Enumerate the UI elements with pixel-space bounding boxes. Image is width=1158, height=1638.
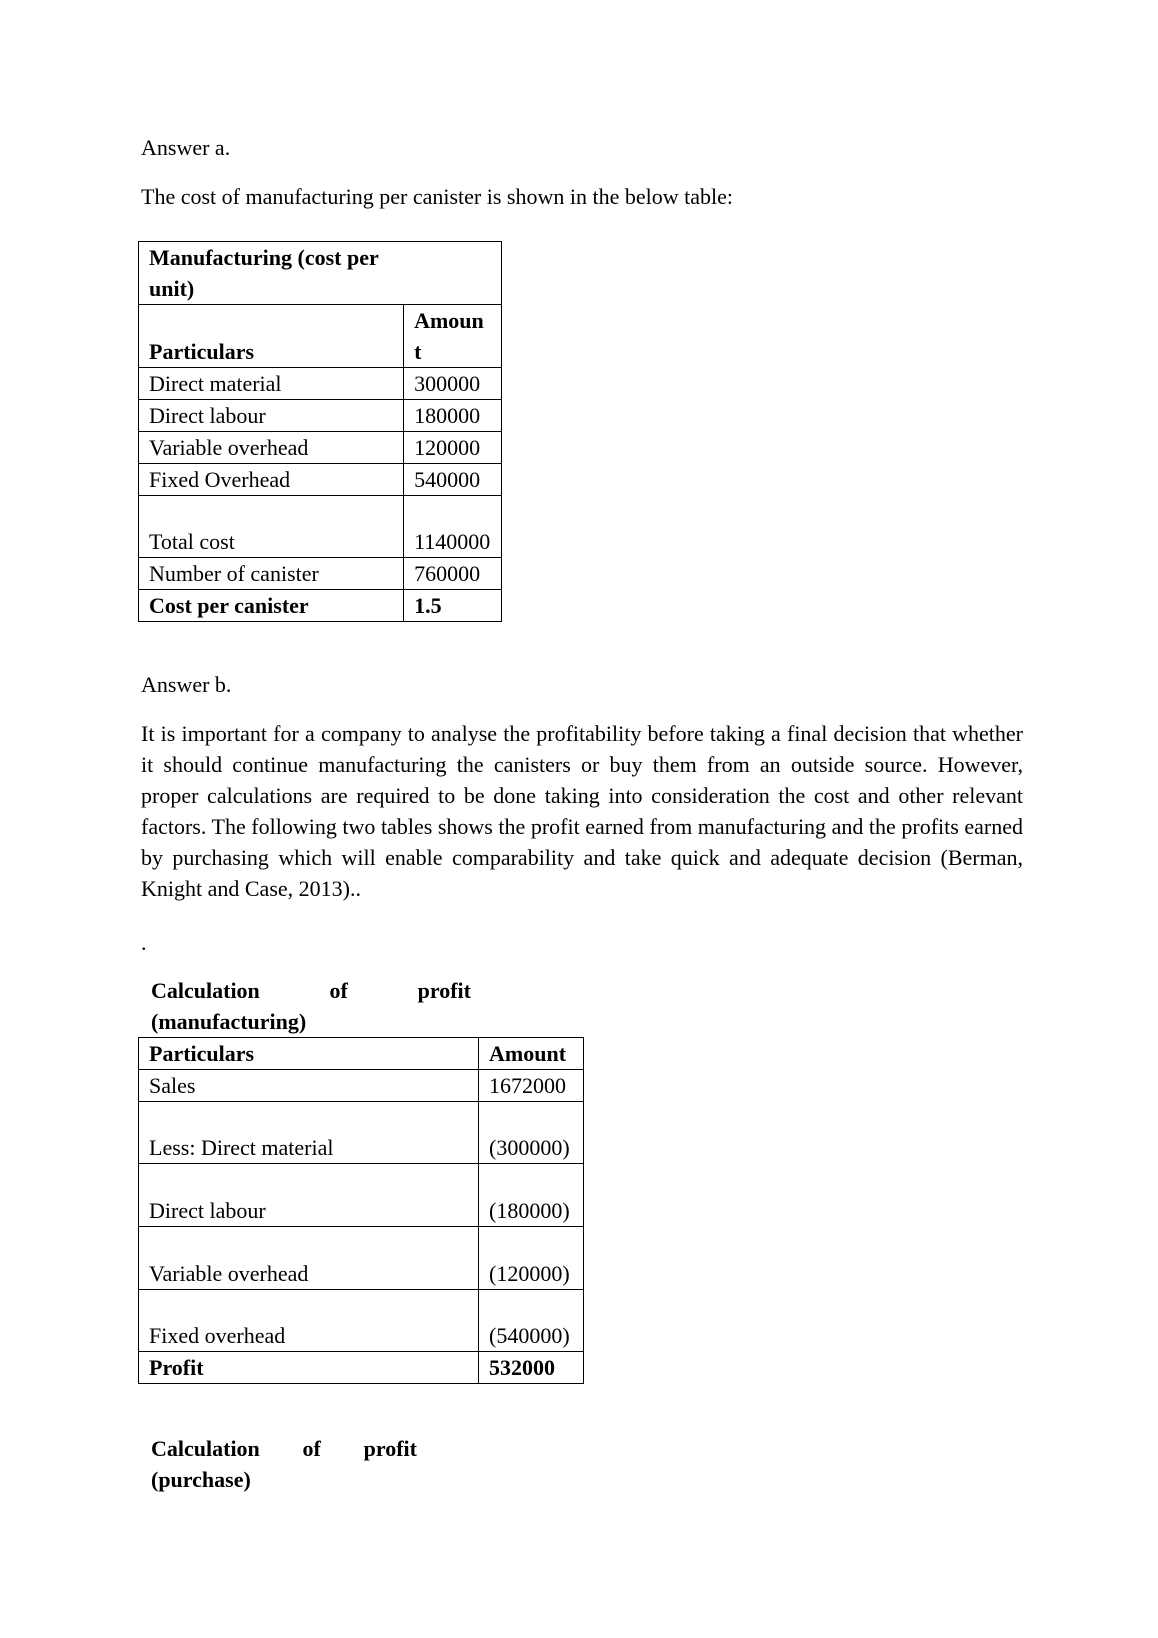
table-row bbox=[139, 1164, 584, 1227]
row-amount: (300000) bbox=[479, 1102, 584, 1164]
answer-a-heading: Answer a. bbox=[141, 135, 231, 160]
row-label: Number of canister bbox=[139, 558, 404, 590]
caption-word: of bbox=[302, 1436, 321, 1461]
row-amount: 180000 bbox=[404, 400, 502, 432]
row-label: Direct labour bbox=[139, 400, 404, 432]
table-row bbox=[139, 1290, 584, 1352]
table-total-row bbox=[139, 1352, 584, 1384]
final-label: Cost per canister bbox=[139, 590, 404, 622]
table-total-row bbox=[139, 590, 502, 622]
answer-a-intro: The cost of manufacturing per canister is shown in the below table: bbox=[141, 184, 733, 209]
profit-manufacturing-table bbox=[138, 1037, 584, 1384]
row-label: Sales bbox=[139, 1070, 479, 1102]
col-header-particulars: Particulars bbox=[139, 1038, 479, 1070]
answer-b-paragraph: It is important for a company to analyse the profitability before taking a final decision that whether it should continue manufacturing the canisters or buy them from an outside source. However, proper calculations are required to be done taking into consideration the cost and other relevant factors. The following two tables shows the profit earned from manufacturing and the profits earned by purchasing which will enable comparability and take quick and adequate decision (Berman, Knight and Case, 2013).. bbox=[141, 721, 1023, 901]
row-label: Variable overhead bbox=[139, 432, 404, 464]
row-label: Variable overhead bbox=[139, 1227, 479, 1290]
row-label: Direct labour bbox=[139, 1164, 479, 1227]
table-row bbox=[139, 558, 502, 590]
row-amount: 760000 bbox=[404, 558, 502, 590]
final-amount: 1.5 bbox=[404, 590, 502, 622]
manufacturing-cost-table bbox=[138, 241, 502, 622]
table-row bbox=[139, 1227, 584, 1290]
caption-word: profit bbox=[363, 1436, 417, 1461]
table-title-row bbox=[139, 242, 502, 305]
final-label: Profit bbox=[139, 1352, 479, 1384]
table-header-row bbox=[139, 1038, 584, 1070]
row-label: Total cost bbox=[139, 496, 404, 558]
caption-line2: (manufacturing) bbox=[151, 1009, 307, 1034]
row-label: Less: Direct material bbox=[139, 1102, 479, 1164]
row-amount: 540000 bbox=[404, 464, 502, 496]
table-row bbox=[139, 368, 502, 400]
row-amount: (120000) bbox=[479, 1227, 584, 1290]
final-amount: 532000 bbox=[479, 1352, 584, 1384]
stray-dot: . bbox=[141, 930, 147, 955]
row-label: Fixed overhead bbox=[139, 1290, 479, 1352]
row-amount: (180000) bbox=[479, 1164, 584, 1227]
table-row bbox=[139, 400, 502, 432]
table-row bbox=[139, 1102, 584, 1164]
table-row bbox=[139, 1070, 584, 1102]
row-label: Direct material bbox=[139, 368, 404, 400]
profit-purchase-caption bbox=[151, 1433, 417, 1495]
table-row bbox=[139, 464, 502, 496]
row-amount: 1672000 bbox=[479, 1070, 584, 1102]
caption-line2: (purchase) bbox=[151, 1467, 251, 1492]
table-header-row bbox=[139, 305, 502, 368]
row-amount: 1140000 bbox=[404, 496, 502, 558]
row-label: Fixed Overhead bbox=[139, 464, 404, 496]
row-amount: 120000 bbox=[404, 432, 502, 464]
table-title: Manufacturing (cost per unit) bbox=[139, 242, 502, 305]
caption-word: profit bbox=[417, 978, 471, 1003]
row-amount: (540000) bbox=[479, 1290, 584, 1352]
table-row bbox=[139, 496, 502, 558]
table-row bbox=[139, 432, 502, 464]
row-amount: 300000 bbox=[404, 368, 502, 400]
col-header-particulars: Particulars bbox=[139, 305, 404, 368]
caption-word: Calculation bbox=[151, 978, 260, 1003]
answer-b-heading: Answer b. bbox=[141, 672, 232, 697]
col-header-amount: Amount bbox=[479, 1038, 584, 1070]
profit-manufacturing-caption bbox=[151, 975, 471, 1037]
caption-word: of bbox=[329, 978, 348, 1003]
col-header-amount: Amount bbox=[404, 305, 502, 368]
caption-word: Calculation bbox=[151, 1436, 260, 1461]
